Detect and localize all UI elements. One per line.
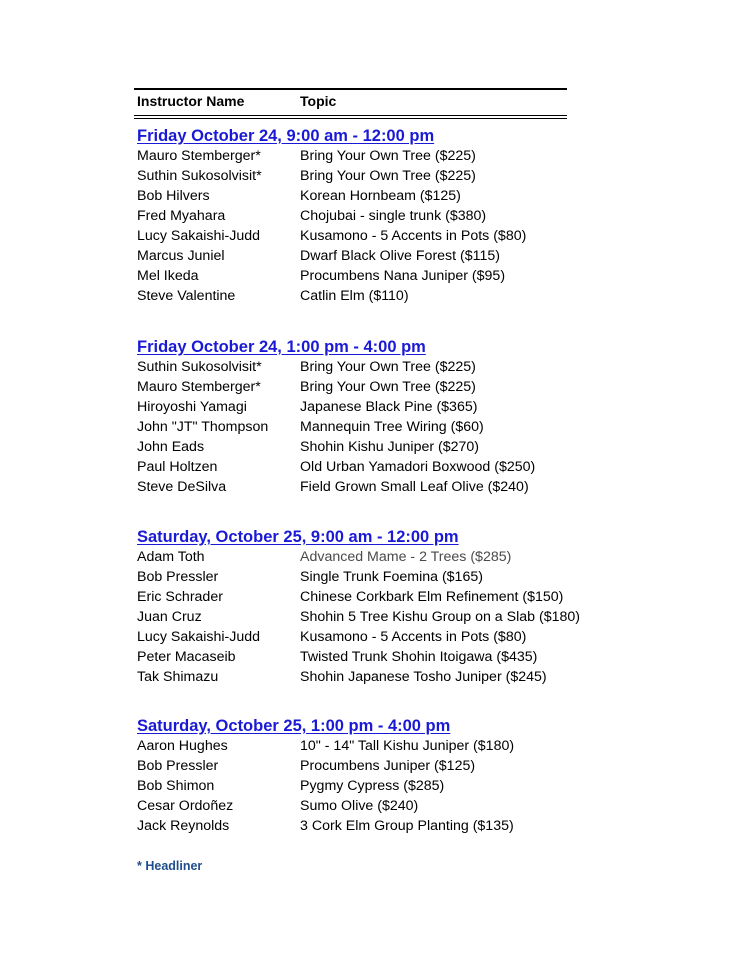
table-row [137,457,536,477]
table-row [137,226,527,246]
instructor-column-header: Instructor Name [137,93,245,109]
workshop-topic: Korean Hornbeam ($125) [300,188,461,204]
session-section-saturday-morning [137,527,580,687]
workshop-topic: Field Grown Small Leaf Olive ($240) [300,479,529,495]
instructor-name: Lucy Sakaishi-Judd [137,228,261,244]
table-row [137,206,487,226]
instructor-name: Bob Pressler [137,758,219,774]
workshop-topic: Single Trunk Foemina ($165) [300,569,483,585]
table-row [137,186,461,206]
workshop-topic: Bring Your Own Tree ($225) [300,379,476,395]
table-row [137,397,478,417]
session-title: Saturday, October 25, 1:00 pm - 4:00 pm [137,717,451,735]
table-row [137,477,529,497]
table-row [137,357,476,377]
header-rule-upper [134,115,567,116]
instructor-name: Mauro Stemberger* [137,148,261,164]
workshop-topic: Bring Your Own Tree ($225) [300,359,476,375]
workshop-topic: Mannequin Tree Wiring ($60) [300,419,484,435]
instructor-name: Aaron Hughes [137,738,228,754]
table-row [137,776,450,796]
workshop-topic: Chojubai - single trunk ($380) [300,208,487,224]
table-row [137,627,527,647]
table-row [137,816,514,836]
instructor-name: Bob Shimon [137,778,215,794]
workshop-topic: Kusamono - 5 Accents in Pots ($80) [300,228,527,244]
instructor-name: Cesar Ordoñez [137,798,234,814]
instructor-name: Paul Holtzen [137,459,218,475]
instructor-name: Mel Ikeda [137,268,199,284]
table-row [137,647,538,667]
workshop-topic: Sumo Olive ($240) [300,798,419,814]
instructor-name: Fred Myahara [137,208,226,224]
session-section-friday-afternoon [137,337,536,497]
table-row [137,377,476,397]
workshop-topic: Bring Your Own Tree ($225) [300,148,476,164]
instructor-name: Bob Hilvers [137,188,210,204]
instructor-name: Suthin Sukosolvisit* [137,359,262,375]
instructor-name: Lucy Sakaishi-Judd [137,629,261,645]
instructor-name: Suthin Sukosolvisit* [137,168,262,184]
table-row [137,796,450,816]
workshop-topic: Old Urban Yamadori Boxwood ($250) [300,459,536,475]
workshop-topic: Shohin Kishu Juniper ($270) [300,439,480,455]
session-section-friday-morning [137,126,527,306]
workshop-topic: Kusamono - 5 Accents in Pots ($80) [300,629,527,645]
table-row [137,166,476,186]
workshop-topic: 10" - 14" Tall Kishu Juniper ($180) [300,738,515,754]
instructor-name: Adam Toth [137,549,205,565]
workshop-topic: Catlin Elm ($110) [300,288,409,304]
headliner-footnote: * Headliner [137,859,203,873]
workshop-topic: Twisted Trunk Shohin Itoigawa ($435) [300,649,538,665]
workshop-topic: Shohin Japanese Tosho Juniper ($245) [300,669,547,685]
table-row [137,286,434,306]
table-row [137,417,484,437]
workshop-topic: Dwarf Black Olive Forest ($115) [300,248,500,264]
table-row [137,266,506,286]
instructor-name: Marcus Juniel [137,248,225,264]
table-row [137,437,480,457]
workshop-topic: Procumbens Nana Juniper ($95) [300,268,506,284]
workshop-topic: Chinese Corkbark Elm Refinement ($150) [300,589,564,605]
table-row [137,756,476,776]
workshop-topic: Advanced Mame - 2 Trees ($285) [300,549,512,565]
session-title: Friday October 24, 1:00 pm - 4:00 pm [137,338,426,356]
workshop-topic: Shohin 5 Tree Kishu Group on a Slab ($180) [300,609,580,625]
workshop-topic: Bring Your Own Tree ($225) [300,168,476,184]
table-top-rule [134,88,567,90]
instructor-name: Bob Pressler [137,569,219,585]
workshop-topic: 3 Cork Elm Group Planting ($135) [300,818,514,834]
workshop-topic: Procumbens Juniper ($125) [300,758,476,774]
table-row [137,146,476,166]
instructor-name: John Eads [137,439,205,455]
table-row [137,607,580,627]
instructor-name: Jack Reynolds [137,818,230,834]
instructor-name: Hiroyoshi Yamagi [137,399,247,415]
session-title: Saturday, October 25, 9:00 am - 12:00 pm [137,528,459,546]
table-row [137,736,515,756]
table-row [137,587,564,607]
instructor-name: Peter Macaseib [137,649,236,665]
instructor-name: Eric Schrader [137,589,223,605]
instructor-name: Mauro Stemberger* [137,379,261,395]
table-row [137,246,500,266]
instructor-name: Tak Shimazu [137,669,219,685]
table-row [137,667,547,687]
workshop-topic: Japanese Black Pine ($365) [300,399,478,415]
workshop-topic: Pygmy Cypress ($285) [300,778,445,794]
session-section-saturday-afternoon [137,716,515,836]
instructor-name: Steve DeSilva [137,479,227,495]
instructor-name: Steve Valentine [137,288,236,304]
table-header [137,93,337,109]
header-rule-lower [134,118,567,119]
instructor-name: John "JT" Thompson [137,419,269,435]
topic-column-header: Topic [300,93,337,109]
instructor-name: Juan Cruz [137,609,202,625]
table-row [137,547,512,567]
session-title: Friday October 24, 9:00 am - 12:00 pm [137,127,435,145]
table-row [137,567,483,587]
